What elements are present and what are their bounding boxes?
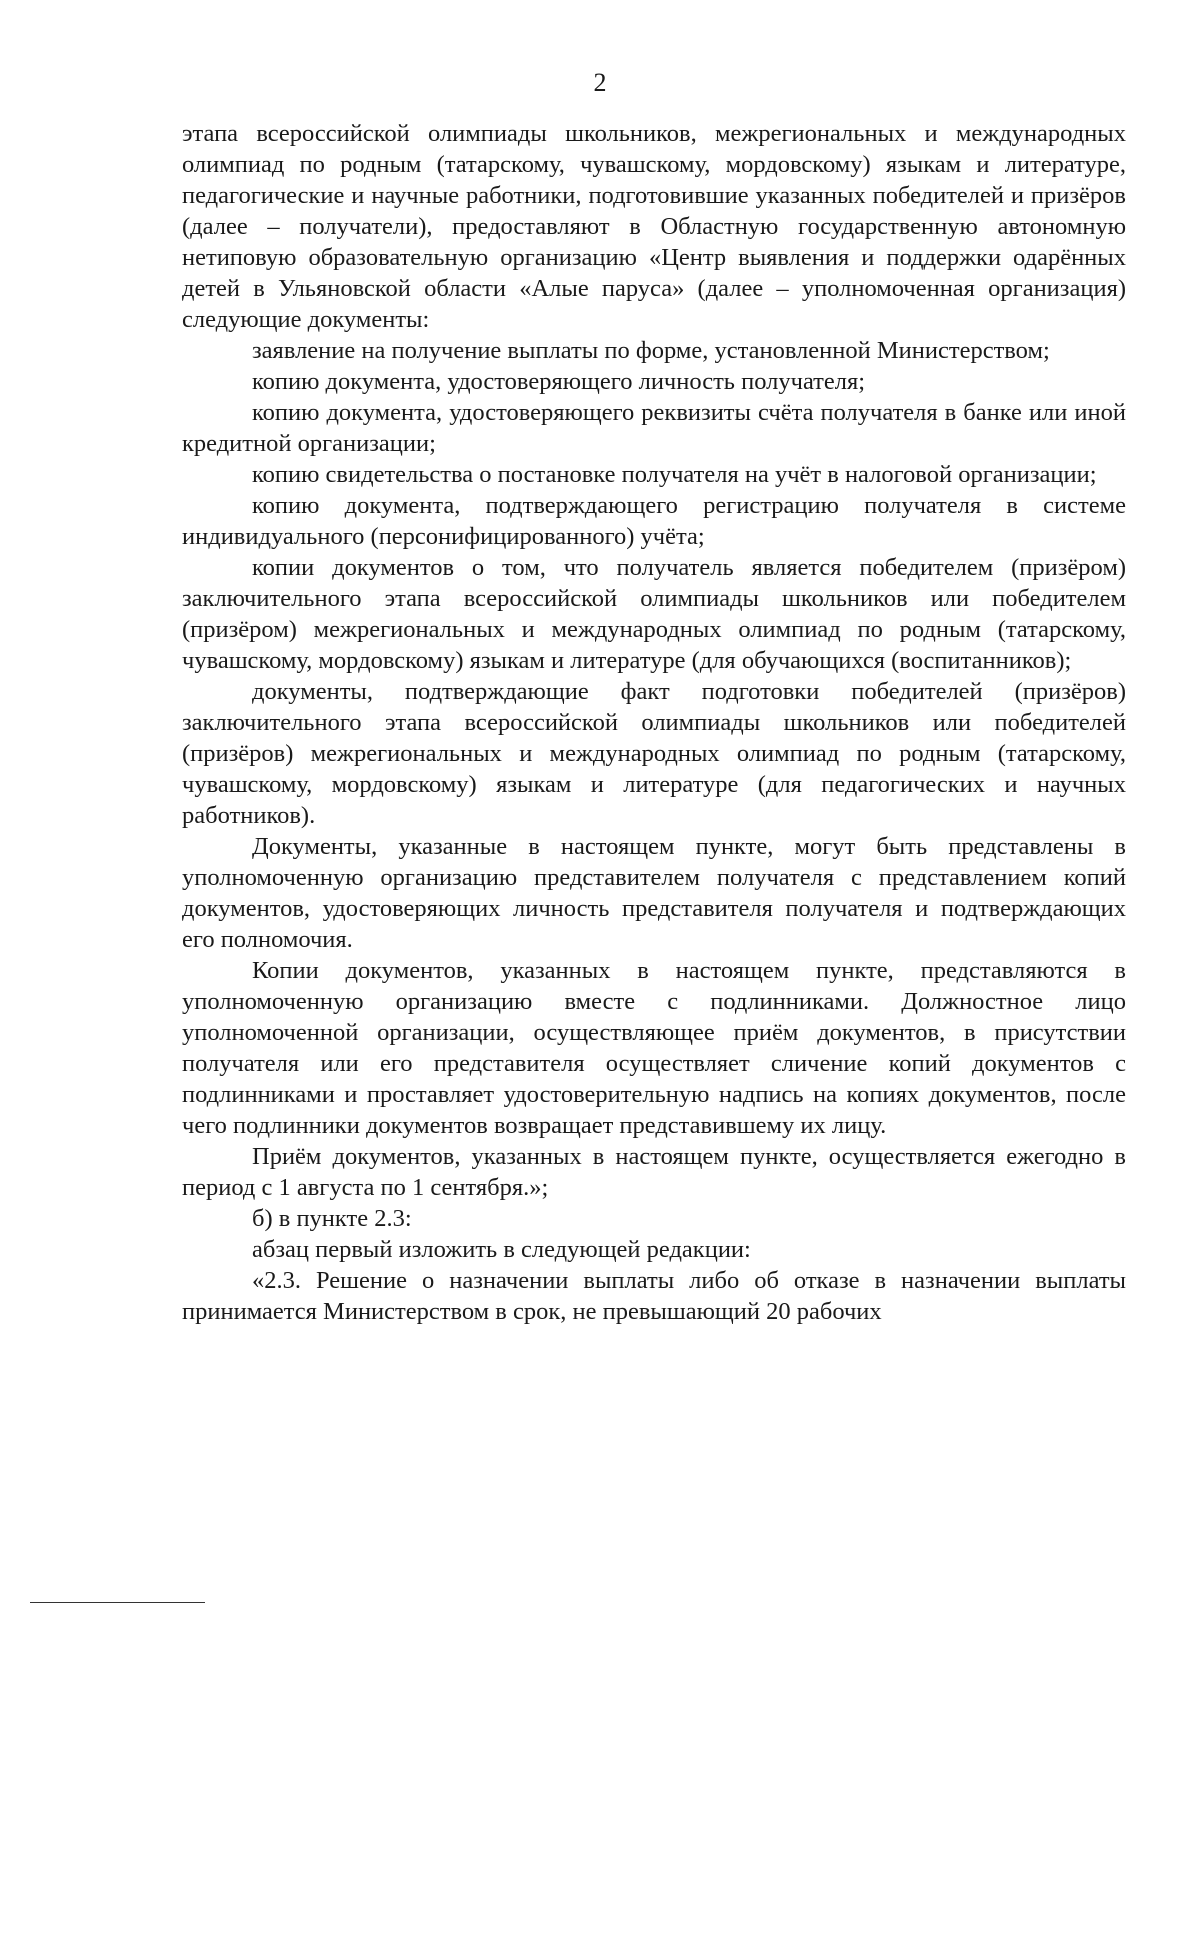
paragraph-first-abzac: абзац первый изложить в следующей редакции: (252, 1236, 751, 1263)
list-item-preparation-documents: документы, подтверждающие факт подготовки победителей (призёров) заключительного этапа всероссийской олимпиады школьников или победителей (призёров) межрегиональных и международных олимпиад по родным (татарскому, чувашскому, мордовскому) языкам и литературе (для педагогических и научных работников). (182, 678, 1126, 829)
footnote-divider (30, 1602, 205, 1603)
document-body (182, 118, 1126, 1327)
paragraph-copies-verification: Копии документов, указанных в настоящем пункте, представляются в уполномоченную организацию вместе с подлинниками. Должностное лицо уполномоченной организации, осуществляющее приём документов, в присутствии получателя или его представителя осуществляет сличение копий документов с подлинниками и проставляет удостоверительную надпись на копиях документов, после чего подлинники документов возвращает представившему их лицу. (182, 957, 1126, 1139)
paragraph-clause-2-3: «2.3. Решение о назначении выплаты либо об отказе в назначении выплаты принимается Министерством в срок, не превышающий 20 рабочих (182, 1267, 1126, 1325)
page-number: 2 (593, 68, 607, 97)
list-item-registration-copy: копию документа, подтверждающего регистрацию получателя в системе индивидуального (персонифицированного) учёта; (182, 492, 1126, 550)
paragraph-representative: Документы, указанные в настоящем пункте, могут быть представлены в уполномоченную организацию представителем получателя с представлением копий документов, удостоверяющих личность представителя получателя и подтверждающих его полномочия. (182, 833, 1126, 953)
list-item-tax-certificate-copy: копию свидетельства о постановке получателя на учёт в налоговой организации; (252, 461, 1097, 488)
list-item-winner-documents: копии документов о том, что получатель является победителем (призёром) заключительного этапа всероссийской олимпиады школьников или победителем (призёром) межрегиональных и международных олимпиад по родным (татарскому, чувашскому, мордовскому) языкам и литературе (для обучающихся (воспитанников); (182, 554, 1126, 674)
paragraph-continuation: этапа всероссийской олимпиады школьников, межрегиональных и международных олимпиад по родным (татарскому, чувашскому, мордовскому) языкам и литературе, педагогические и научные работники, подготовившие указанных победителей и призёров (далее – получатели), предоставляют в Областную государственную автономную нетиповую образовательную организацию «Центр выявления и поддержки одарённых детей в Ульяновской области «Алые паруса» (далее – уполномоченная организация) следующие документы: (182, 120, 1126, 333)
paragraph-acceptance-period: Приём документов, указанных в настоящем пункте, осуществляется ежегодно в период с 1 августа по 1 сентября.»; (182, 1143, 1126, 1201)
list-item-application: заявление на получение выплаты по форме, установленной Министерством; (252, 337, 1050, 364)
paragraph-subitem-b: б) в пункте 2.3: (252, 1205, 412, 1232)
list-item-bank-details-copy: копию документа, удостоверяющего реквизиты счёта получателя в банке или иной кредитной организации; (182, 399, 1126, 457)
list-item-identity-copy: копию документа, удостоверяющего личность получателя; (252, 368, 866, 395)
